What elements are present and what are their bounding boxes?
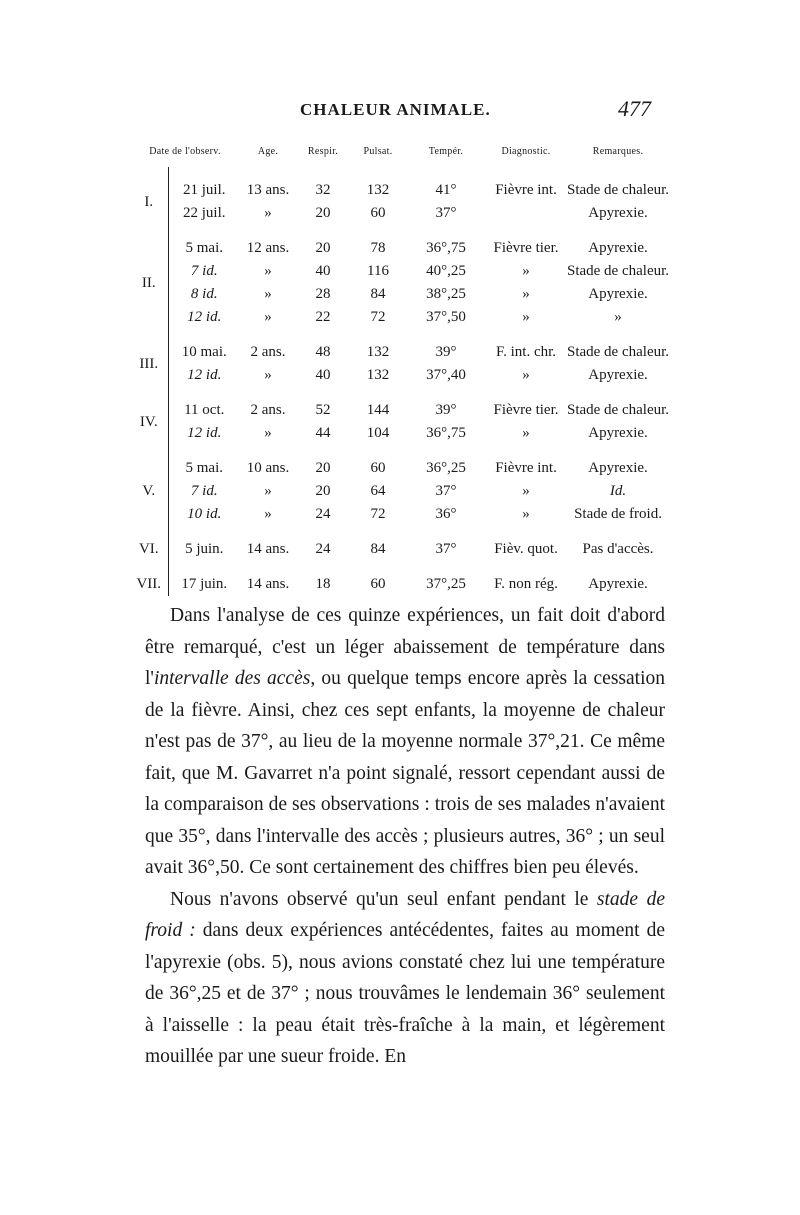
- temperature: 37°: [435, 483, 457, 499]
- diagnostic: Fièv. quot.: [494, 541, 558, 557]
- respiration: 44: [315, 425, 331, 441]
- column-header: Tempér.: [428, 146, 464, 157]
- paragraph-text: Nous n'avons observé qu'un seul enfant pendant le: [170, 888, 597, 910]
- observations-table: [130, 140, 670, 596]
- obs-date: 11 oct.: [168, 387, 240, 422]
- diagnostic: »: [522, 367, 530, 383]
- temperature: 38°,25: [426, 286, 466, 302]
- remark: Apyrexie.: [588, 425, 648, 441]
- table-row: [130, 480, 670, 503]
- pulsation: 72: [370, 506, 386, 522]
- respiration: 40: [315, 263, 331, 279]
- respiration: 20: [315, 460, 331, 476]
- pulsation: 78: [370, 240, 386, 256]
- table-row: [130, 167, 670, 202]
- respiration: 22: [315, 309, 331, 325]
- table-row: [130, 561, 670, 596]
- temperature: 41°: [435, 182, 457, 198]
- temperature: 39°: [435, 344, 457, 360]
- respiration: 24: [315, 506, 331, 522]
- observation-number: IV.: [139, 413, 158, 430]
- obs-date: 5 mai.: [168, 225, 240, 260]
- temperature: 36°,75: [426, 240, 466, 256]
- respiration: 48: [315, 344, 331, 360]
- remark: Id.: [609, 483, 627, 499]
- italic-phrase: intervalle des accès: [153, 668, 311, 689]
- pulsation: 84: [370, 286, 386, 302]
- table-row: [130, 526, 670, 561]
- remark: Stade de froid.: [574, 506, 662, 522]
- temperature: 37°,25: [426, 576, 466, 592]
- page-number: 477: [618, 96, 651, 121]
- temperature: 40°,25: [426, 263, 466, 279]
- respiration: 40: [315, 367, 331, 383]
- respiration: 20: [315, 483, 331, 499]
- diagnostic: »: [522, 425, 530, 441]
- obs-date: 8 id.: [168, 283, 240, 306]
- remark: Apyrexie.: [588, 367, 648, 383]
- age: »: [264, 309, 272, 325]
- pulsation: 60: [370, 205, 386, 221]
- temperature: 37°,50: [426, 309, 466, 325]
- diagnostic: »: [522, 309, 530, 325]
- age: »: [264, 367, 272, 383]
- obs-date: 7 id.: [168, 480, 240, 503]
- pulsation: 132: [366, 344, 390, 360]
- obs-date: 12 id.: [168, 422, 240, 445]
- diagnostic: [486, 202, 566, 225]
- table-row: [130, 283, 670, 306]
- observation-number: VII.: [136, 576, 162, 592]
- respiration: 24: [315, 541, 331, 557]
- respiration: 52: [315, 402, 331, 418]
- diagnostic: F. non rég.: [494, 576, 558, 592]
- obs-date: 5 mai.: [168, 445, 240, 480]
- remark: Apyrexie.: [588, 460, 648, 476]
- age: »: [264, 205, 272, 221]
- observation-number: VI.: [138, 541, 159, 557]
- remark: »: [614, 309, 622, 325]
- table-row: [130, 260, 670, 283]
- paragraph-text: , ou quelque temps encore après la cessation de la fièvre. Ainsi, chez ces sept enfants, la moyenne de chaleur n'est pas de 37°, au lieu de la moyenne normale 37°,21. Ce même fait, que M. Gavarret n'a point signalé, ressort cependant aussi de la comparaison de ses observations : trois de ses malades n'avaient que 35°, dans l'intervalle des accès ; plusieurs autres, 36° ; un seul avait 36°,50. Ce sont certainement des chiffres bien peu élevés.: [145, 668, 665, 878]
- pulsation: 104: [366, 425, 390, 441]
- page-header: [0, 96, 800, 130]
- table-row: [130, 202, 670, 225]
- diagnostic: »: [522, 286, 530, 302]
- pulsation: 64: [370, 483, 386, 499]
- pulsation: 84: [370, 541, 386, 557]
- column-header: Diagnostic.: [501, 146, 551, 157]
- obs-date: 10 id.: [168, 503, 240, 526]
- remark: Apyrexie.: [588, 576, 648, 592]
- pulsation: 144: [366, 402, 390, 418]
- diagnostic: Fièvre int.: [495, 182, 557, 198]
- body-text: [145, 600, 665, 1073]
- pulsation: 116: [367, 263, 389, 279]
- pulsation: 132: [366, 182, 390, 198]
- paragraph-text: Dans l'analyse de ces quinze expériences, un fait doit d'abord être remarqué, c'est un léger abaissement de température dans l': [145, 605, 665, 689]
- remark: Stade de chaleur.: [566, 263, 670, 279]
- age: 14 ans.: [246, 576, 290, 592]
- table-row: [130, 445, 670, 480]
- age: 14 ans.: [246, 541, 290, 557]
- respiration: 28: [315, 286, 331, 302]
- diagnostic: »: [522, 483, 530, 499]
- diagnostic: Fièvre int.: [495, 460, 557, 476]
- table-row: [130, 422, 670, 445]
- remark: Stade de chaleur.: [566, 344, 670, 360]
- paragraph: [145, 600, 665, 884]
- column-header: Age.: [257, 146, 279, 157]
- temperature: 36°: [435, 506, 457, 522]
- obs-date: 22 juil.: [168, 202, 240, 225]
- remark: Apyrexie.: [588, 240, 648, 256]
- temperature: 37°,40: [426, 367, 466, 383]
- table-row: [130, 387, 670, 422]
- italic-phrase: stade de froid :: [145, 888, 665, 941]
- obs-date: 12 id.: [168, 364, 240, 387]
- obs-date: 12 id.: [168, 306, 240, 329]
- obs-date: 17 juin.: [168, 561, 240, 596]
- column-header: Respir.: [307, 146, 339, 157]
- diagnostic: F. int. chr.: [495, 344, 557, 360]
- pulsation: 60: [370, 576, 386, 592]
- observation-number: V.: [142, 483, 156, 499]
- diagnostic: Fièvre tier.: [493, 402, 559, 418]
- paragraph: [145, 884, 665, 1073]
- table-row: [130, 225, 670, 260]
- observation-number: II.: [141, 274, 156, 291]
- running-title: CHALEUR ANIMALE.: [300, 100, 491, 119]
- temperature: 37°: [435, 541, 457, 557]
- diagnostic: Fièvre tier.: [493, 240, 559, 256]
- pulsation: 60: [370, 460, 386, 476]
- obs-date: 21 juil.: [168, 167, 240, 202]
- age: »: [264, 483, 272, 499]
- paragraph-text: dans deux expériences antécédentes, faites au moment de l'apyrexie (obs. 5), nous avions constaté chez lui une température de 36°,25 et de 37° ; nous trouvâmes le lendemain 36° seulement à l'aisselle : la peau était très-fraîche à la main, et légèrement mouillée par une sueur froide. En: [145, 920, 665, 1067]
- age: 2 ans.: [250, 344, 286, 360]
- table-row: [130, 306, 670, 329]
- age: »: [264, 286, 272, 302]
- table-row: [130, 364, 670, 387]
- diagnostic: »: [522, 506, 530, 522]
- respiration: 18: [315, 576, 331, 592]
- column-header: Date de l'observ.: [149, 146, 221, 157]
- observation-number: I.: [144, 193, 154, 210]
- observation-number: III.: [139, 355, 159, 372]
- column-header: Pulsat.: [363, 146, 393, 157]
- age: 2 ans.: [250, 402, 286, 418]
- pulsation: 72: [370, 309, 386, 325]
- column-header: Remarques.: [592, 146, 644, 157]
- age: 10 ans.: [246, 460, 290, 476]
- temperature: 36°,75: [426, 425, 466, 441]
- age: »: [264, 263, 272, 279]
- obs-date: 5 juin.: [168, 526, 240, 561]
- remark: Stade de chaleur.: [566, 402, 670, 418]
- temperature: 37°: [435, 205, 457, 221]
- remark: Pas d'accès.: [582, 541, 654, 557]
- temperature: 39°: [435, 402, 457, 418]
- age: »: [264, 425, 272, 441]
- age: »: [264, 506, 272, 522]
- table-header-row: [130, 140, 670, 167]
- temperature: 36°,25: [426, 460, 466, 476]
- table-row: [130, 503, 670, 526]
- remark: Apyrexie.: [588, 286, 648, 302]
- obs-date: 7 id.: [168, 260, 240, 283]
- pulsation: 132: [366, 367, 390, 383]
- respiration: 20: [315, 240, 331, 256]
- obs-date: 10 mai.: [168, 329, 240, 364]
- diagnostic: »: [522, 263, 530, 279]
- respiration: 32: [315, 182, 331, 198]
- remark: Apyrexie.: [588, 205, 648, 221]
- age: 13 ans.: [246, 182, 290, 198]
- age: 12 ans.: [246, 240, 290, 256]
- remark: Stade de chaleur.: [566, 182, 670, 198]
- table-row: [130, 329, 670, 364]
- respiration: 20: [315, 205, 331, 221]
